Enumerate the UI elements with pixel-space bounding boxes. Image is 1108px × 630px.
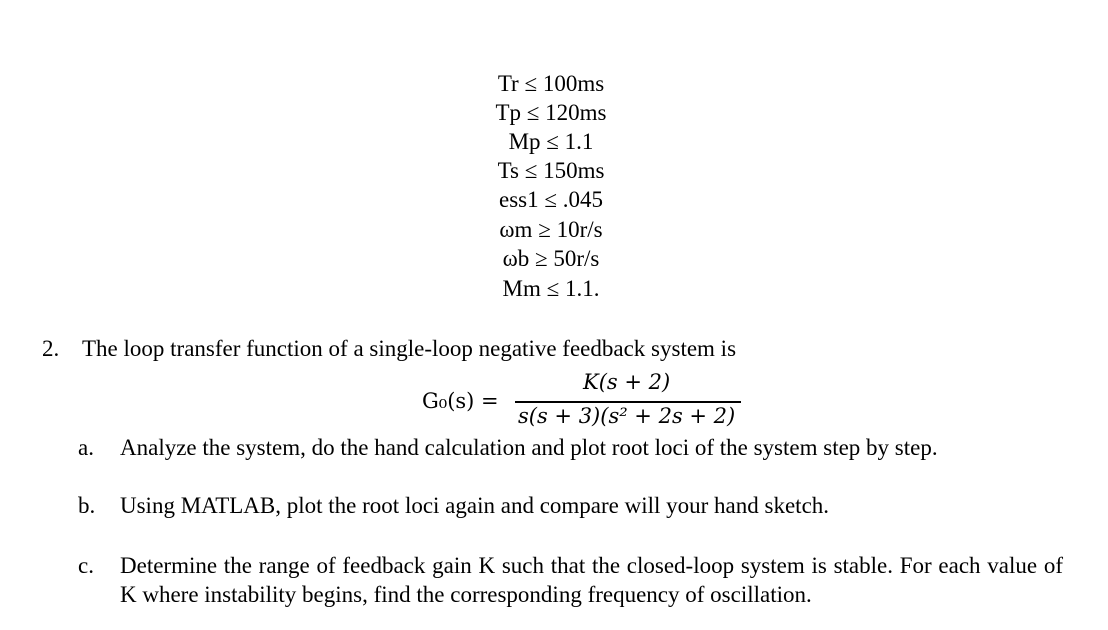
spec-peak-time: Tp ≤ 120ms [495, 100, 607, 125]
spec-omega-m: ωm ≥ 10r/s [499, 217, 603, 242]
problem-number: 2. [42, 336, 60, 361]
subpart-b [78, 491, 1063, 520]
subpart-letter: a. [78, 435, 94, 460]
spec-omega-b: ωb ≥ 50r/s [502, 246, 600, 271]
subpart-c [78, 551, 1063, 609]
spec-rise-time: Tr ≤ 100ms [497, 71, 605, 96]
formula-denominator: s(s + 3)(s² + 2s + 2) [518, 404, 736, 428]
subpart-letter: b. [78, 493, 96, 518]
transfer-function [0, 372, 1108, 434]
spec-steady-state-error: ess1 ≤ .045 [499, 187, 603, 212]
spec-max-overshoot: Mp ≤ 1.1 [508, 129, 594, 154]
problem-statement [42, 334, 736, 363]
subpart-letter: c. [78, 553, 94, 578]
fraction-bar [515, 401, 741, 403]
subpart-a [78, 433, 1063, 462]
formula-lhs: G₀(s) = [422, 389, 499, 413]
subpart-text: Using MATLAB, plot the root loci again and compare will your hand sketch. [120, 493, 830, 518]
subpart-text: Determine the range of feedback gain K such that the closed-loop system is stable. For each value of K where instability begins, find the corresponding frequency of oscillation. [120, 553, 1063, 607]
spec-mm: Mm ≤ 1.1. [502, 276, 600, 301]
formula-numerator: K(s + 2) [583, 370, 671, 394]
problem-text: The loop transfer function of a single-loop negative feedback system is [82, 336, 737, 361]
subpart-text: Analyze the system, do the hand calculation and plot root loci of the system step by step. [120, 435, 938, 460]
spec-settling-time: Ts ≤ 150ms [497, 158, 605, 183]
